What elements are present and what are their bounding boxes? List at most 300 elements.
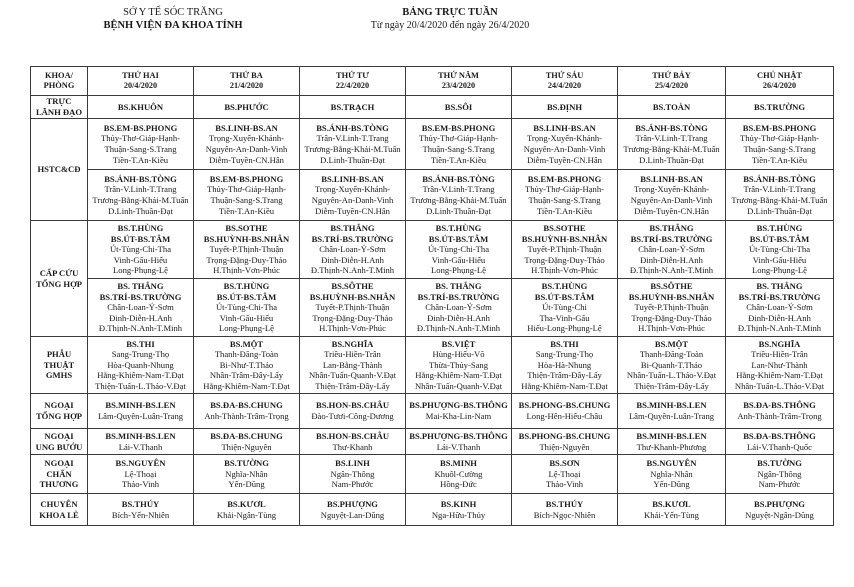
staff-names: Thủy-Thơ-Giáp-Hạnh- xyxy=(419,133,498,144)
doctor-names: BS.TRÍ-BS.TRƯỜNG xyxy=(99,291,182,302)
doctor-names: BS.NGHĨA xyxy=(758,338,801,349)
duty-cell xyxy=(406,455,512,494)
staff-names: Thư-Khanh xyxy=(332,441,373,452)
duty-cell xyxy=(406,279,512,337)
staff-names: Đ.Thịnh-N.Anh-T.Minh xyxy=(310,265,395,276)
doctor-names: BS.ÚT-BS.TÂM xyxy=(110,233,171,244)
staff-names: Khuôl-Cường xyxy=(434,468,483,479)
staff-names: Tiền-T.An-Kiều xyxy=(430,154,487,165)
doctor-names: BS.MỘT xyxy=(654,338,689,349)
duty-cell xyxy=(300,279,406,337)
staff-names: Khải-Yến-Tùng xyxy=(644,509,699,520)
staff-names: Lâm-Quyên-Luân-Trang xyxy=(97,411,184,421)
staff-names: Nguyệt-Ngân-Dũng xyxy=(745,509,814,520)
staff-names: Thiện-Nguyên xyxy=(539,441,590,452)
staff-names: Trân-V.Linh-T.Trang xyxy=(316,133,389,144)
staff-names: D.Linh-Thuần-Đạt xyxy=(747,205,812,216)
staff-names: Diễm-Tuyền-CN.Hân xyxy=(634,205,709,216)
day-header: THỨ SÁU 24/4/2020 xyxy=(512,67,618,96)
ngoaitonghop-row xyxy=(31,394,834,429)
staff-names: D.Linh-Thuần-Đạt xyxy=(108,205,173,216)
doctor-names: BS.ĐA-BS.CHUNG xyxy=(210,430,283,441)
duty-cell xyxy=(726,279,834,337)
duty-cell xyxy=(406,337,512,394)
staff-names: Thanh-Đăng-Toàn xyxy=(214,349,279,360)
phauthuat-row xyxy=(31,337,834,394)
doctor-names: BS.ÚT-BS.TÂM xyxy=(216,291,277,302)
staff-names: Tuyết-P.Thịnh-Thuận xyxy=(527,244,602,255)
duty-cell xyxy=(618,394,726,429)
day-header: THỨ HAI 20/4/2020 xyxy=(88,67,194,96)
staff-names: Đinh-Diễn-H.Anh xyxy=(640,254,703,265)
staff-names: Út-Tùng-Chi-Tha xyxy=(215,302,278,313)
staff-names: Anh-Thành-Trâm-Trọng xyxy=(204,411,289,421)
doctor-names: BS.PHƯỢNG xyxy=(753,498,805,509)
doctor-names: BS.THẮNG xyxy=(649,223,694,234)
staff-names: Long-Phụng-Lệ xyxy=(219,323,274,334)
staff-names: Nhân-Trâm-Đây-Lấy xyxy=(209,370,284,381)
staff-names: D.Linh-Thuần-Đạt xyxy=(426,205,491,216)
staff-names: Thiện-Trâm-Đây-Lấy xyxy=(315,380,390,391)
day-header: THỨ TƯ 22/4/2020 xyxy=(300,67,406,96)
doctor-names: BS.SÔTHE xyxy=(650,281,693,292)
staff-names: Tiền-T.An-Kiều xyxy=(536,205,593,216)
staff-names: Trọng-Xuyến-Khánh- xyxy=(526,133,603,144)
hstc-row xyxy=(31,170,834,221)
date-range: Từ ngày 20/4/2020 đến ngày 26/4/2020 xyxy=(370,20,530,31)
staff-names: Yến-Dũng xyxy=(653,479,690,490)
staff-names: Chân-Loan-Ý-Sơm xyxy=(638,244,705,255)
leader-cell: BS.SÔI xyxy=(406,96,512,119)
staff-names: Long-Phụng-Lệ xyxy=(752,265,807,276)
staff-names: Trọng-Đặng-Duy-Thảo xyxy=(206,254,287,265)
duty-cell xyxy=(406,429,512,455)
leader-cell: BS.TOÀN xyxy=(618,96,726,119)
doctor-names: BS.TRÍ-BS.TRƯỜNG xyxy=(738,291,821,302)
hstc-row xyxy=(31,119,834,170)
staff-names: Nhân-Tuấn-L.Thảo-V.Đạt xyxy=(734,380,825,391)
doctor-names: BS.T.HÙNG xyxy=(541,281,588,292)
duty-cell xyxy=(512,429,618,455)
doctor-names: BS.LINH-BS.AN xyxy=(215,122,278,133)
staff-names: Hằng-Khiêm-Nam-T.Đạt xyxy=(415,370,502,381)
duty-cell xyxy=(194,494,300,526)
duty-cell xyxy=(726,494,834,526)
duty-cell xyxy=(406,170,512,221)
staff-names: Trương-Bằng-Khải-M.Tuấn xyxy=(623,144,720,154)
doctor-names: BS.MINH-BS.LEN xyxy=(636,430,707,441)
staff-names: Hằng-Khiêm-Nam-T.Đạt xyxy=(97,370,184,381)
staff-names: Hồng-Đức xyxy=(440,479,477,490)
staff-names: Thư-Khanh-Phương xyxy=(636,441,707,452)
staff-names: Hằng-Khiêm-Nam-T.Đạt xyxy=(203,380,290,391)
day-header: THỨ BA 21/4/2020 xyxy=(194,67,300,96)
staff-names: Thiện-Trâm-Đây-Lấy xyxy=(527,370,602,381)
duty-cell xyxy=(512,337,618,394)
staff-names: Diễm-Tuyền-CN.Hân xyxy=(527,154,602,165)
duty-cell xyxy=(300,429,406,455)
capcuu-row xyxy=(31,279,834,337)
staff-names: Lâm-Quyên-Luân-Trang xyxy=(628,411,715,421)
department-of-health: SỞ Y TẾ SÓC TRĂNG xyxy=(123,7,223,18)
staff-names: Diễm-Tuyền-CN.Hân xyxy=(209,154,284,165)
doctor-names: BS.VIỆT xyxy=(441,338,476,349)
staff-names: Bi-Quanh-T.Thảo xyxy=(640,359,703,370)
capcuu-row xyxy=(31,221,834,279)
staff-names: Lệ-Thoại xyxy=(124,468,157,479)
duty-cell xyxy=(194,394,300,429)
staff-names: Nga-Hữu-Thủy xyxy=(431,509,486,520)
duty-cell xyxy=(726,221,834,279)
staff-names: Trân-V.Linh-T.Trang xyxy=(635,133,708,144)
duty-cell xyxy=(300,455,406,494)
hospital-name: BỆNH VIỆN ĐA KHOA TỈNH xyxy=(103,20,243,31)
duty-cell xyxy=(618,429,726,455)
staff-names: Hòa-Quanh-Nhung xyxy=(107,359,174,370)
staff-names: Trân-V.Linh-T.Trang xyxy=(743,184,816,195)
doctor-names: BS.NGHĨA xyxy=(331,338,374,349)
duty-cell xyxy=(726,394,834,429)
staff-names: Nguyệt-Lan-Dũng xyxy=(320,509,385,520)
doctor-names: BS.SƠN xyxy=(549,458,580,469)
row-label-chuyenkhoale: CHUYÊN KHOA LẺ xyxy=(31,494,88,526)
doctor-names: BS.TƯỜNG xyxy=(757,458,802,469)
staff-names: Nguyên-An-Danh-Vinh xyxy=(311,195,394,205)
staff-names: Lan-Như-Thành xyxy=(751,359,808,370)
duty-cell xyxy=(88,170,194,221)
doctor-names: BS.MINH xyxy=(439,458,477,469)
document-title-block xyxy=(300,6,600,32)
doctor-names: BS.MINH-BS.LEN xyxy=(105,430,176,441)
chuyenkhoale-row xyxy=(31,494,834,526)
doctor-names: BS.MỘT xyxy=(229,338,264,349)
duty-cell xyxy=(194,119,300,170)
doctor-names: BS.THÚY xyxy=(545,498,584,509)
doctor-names: BS.LINH-BS.AN xyxy=(321,173,384,184)
doctor-names: BS.PHƯỢNG-BS.THÔNG xyxy=(409,400,508,411)
doctor-names: BS.ÁNH-BS.TÒNG xyxy=(316,122,389,133)
staff-names: Lái-V.Thanh xyxy=(118,441,163,452)
doctor-names: BS. THẮNG xyxy=(756,281,803,292)
staff-names: Nam-Phước xyxy=(758,479,801,490)
duty-cell xyxy=(618,170,726,221)
staff-names: Trương-Bằng-Khải-M.Tuấn xyxy=(304,144,401,154)
staff-names: H.Thịnh-Vơn-Phúc xyxy=(531,265,598,276)
staff-names: Vinh-Gấu-Hiếu xyxy=(113,254,168,265)
staff-names: Trân-V.Linh-T.Trang xyxy=(104,184,177,195)
doctor-names: BS.SÔTHE xyxy=(331,281,374,292)
doctor-names: BS.TRÍ-BS.TRƯỜNG xyxy=(417,291,500,302)
doctor-names: BS.MINH-BS.LEN xyxy=(105,400,176,411)
staff-names: Lan-Bằng-Thành xyxy=(322,359,383,370)
doctor-names: BS.THI xyxy=(126,338,155,349)
staff-names: Thuận-Sang-S.Trang xyxy=(104,144,177,154)
doctor-names: BS.EM-BS.PHONG xyxy=(742,122,817,133)
staff-names: Thảo-Vinh xyxy=(121,479,160,490)
leader-cell: BS.TRẠCH xyxy=(300,96,406,119)
staff-names: Sang-Trung-Thọ xyxy=(535,349,594,360)
leader-cell: BS.PHƯỚC xyxy=(194,96,300,119)
doctor-names: BS.EM-BS.PHONG xyxy=(209,173,284,184)
duty-cell xyxy=(406,494,512,526)
row-label-ngoaichanthuong: NGOẠI CHẤN THƯƠNG xyxy=(31,455,88,494)
staff-names: Hằng-Khiêm-Nam-T.Đạt xyxy=(736,370,823,381)
staff-names: Vinh-Gấu-Hiếu xyxy=(752,254,807,265)
staff-names: Thủy-Thơ-Giáp-Hạnh- xyxy=(101,133,180,144)
staff-names: Đ.Thịnh-N.Anh-T.Minh xyxy=(416,323,501,334)
row-label-ngoaiungbuou: NGOẠI UNG BƯỚU xyxy=(31,429,88,455)
doctor-names: BS.EM-BS.PHONG xyxy=(103,122,178,133)
corner-header: KHOA/ PHÒNG xyxy=(31,67,88,96)
staff-names: Long-Hên-Hiếu-Châu xyxy=(526,411,603,421)
staff-names: Long-Phụng-Lệ xyxy=(431,265,486,276)
staff-names: Trọng-Đặng-Duy-Thảo xyxy=(524,254,605,265)
staff-names: Thuận-Sang-S.Trang xyxy=(210,195,283,205)
doctor-names: BS.THI xyxy=(550,338,579,349)
doctor-names: BS.T.HÙNG xyxy=(117,223,164,234)
doctor-names: BS.HUỲNH-BS.NHÂN xyxy=(203,233,290,244)
staff-names: Đào-Tươi-Công-Dương xyxy=(311,411,394,421)
doctor-names: BS.PHONG-BS.CHUNG xyxy=(518,430,611,441)
doctor-names: BS.PHƯỢNG xyxy=(326,498,378,509)
staff-names: H.Thịnh-Vơn-Phúc xyxy=(213,265,280,276)
staff-names: Đinh-Diễn-H.Anh xyxy=(427,312,490,323)
duty-cell xyxy=(88,221,194,279)
staff-names: Mai-Kha-Lin-Nam xyxy=(425,411,492,421)
hospital-header xyxy=(78,6,268,32)
duty-cell xyxy=(618,279,726,337)
doctor-names: BS.KINH xyxy=(440,498,477,509)
leader-cell: BS.ĐỊNH xyxy=(512,96,618,119)
duty-cell xyxy=(618,455,726,494)
duty-cell xyxy=(512,119,618,170)
staff-names: Tha-Vinh-Gấu xyxy=(539,312,590,323)
staff-names: Lái-V.Thanh-Quốc xyxy=(747,441,812,452)
staff-names: Trân-V.Linh-T.Trang xyxy=(422,184,495,195)
staff-names: Nhân-Tuấn-Quanh-V.Đạt xyxy=(308,370,397,381)
duty-cell xyxy=(406,394,512,429)
doctor-names: BS.KƯƠL xyxy=(227,498,266,509)
doctor-names: BS.HON-BS.CHÂU xyxy=(315,430,390,441)
doctor-names: BS.NGUYÊN xyxy=(115,458,166,469)
staff-names: Hòa-Hà-Nhung xyxy=(537,359,592,370)
staff-names: Lệ-Thoại xyxy=(548,468,581,479)
duty-cell xyxy=(618,119,726,170)
doctor-names: BS.NGUYÊN xyxy=(646,458,697,469)
doctor-names: BS.THÚY xyxy=(121,498,160,509)
staff-names: Trọng-Xuyến-Khánh- xyxy=(208,133,285,144)
duty-cell xyxy=(300,221,406,279)
day-header: CHỦ NHẬT 26/4/2020 xyxy=(726,67,834,96)
doctor-names: BS.KƯƠL xyxy=(652,498,691,509)
staff-names: Tiền-T.An-Kiều xyxy=(218,205,275,216)
row-label-phauthuat: PHẪU THUẬT GMHS xyxy=(31,337,88,394)
row-label-hstc: HSTC&CĐ xyxy=(31,119,88,221)
staff-names: Nhân-Tuấn-L.Thảo-V.Đạt xyxy=(626,370,717,381)
duty-cell xyxy=(512,455,618,494)
doctor-names: BS.HUỲNH-BS.NHÂN xyxy=(309,291,396,302)
staff-names: Trọng-Xuyến-Khánh- xyxy=(633,184,710,195)
staff-names: Nguyên-An-Danh-Vinh xyxy=(205,144,288,154)
staff-names: Trương-Bằng-Khải-M.Tuấn xyxy=(410,195,507,205)
duty-cell xyxy=(194,455,300,494)
duty-cell xyxy=(88,394,194,429)
doctor-names: BS.MINH-BS.LEN xyxy=(636,400,707,411)
staff-names: Thủy-Thơ-Giáp-Hạnh- xyxy=(207,184,286,195)
duty-cell xyxy=(88,494,194,526)
staff-names: Út-Tùng-Chi-Tha xyxy=(748,244,811,255)
doctor-names: BS.PHƯỢNG-BS.THÔNG xyxy=(409,430,508,441)
staff-names: Chân-Loan-Ý-Sơm xyxy=(107,302,174,313)
duty-cell xyxy=(726,455,834,494)
staff-names: Lái-V.Thanh xyxy=(436,441,481,452)
staff-names: Hằng-Khiêm-Nam-T.Đạt xyxy=(521,380,608,391)
staff-names: Ngân-Thông xyxy=(330,468,375,479)
day-header: THỨ NĂM 23/4/2020 xyxy=(406,67,512,96)
staff-names: H.Thịnh-Vơn-Phúc xyxy=(638,323,705,334)
duty-cell xyxy=(512,221,618,279)
duty-cell xyxy=(512,494,618,526)
document-title: BẢNG TRỰC TUẦN xyxy=(402,7,498,18)
doctor-names: BS. THẮNG xyxy=(435,281,482,292)
duty-roster-table xyxy=(30,66,834,526)
staff-names: Vinh-Gấu-Hiếu xyxy=(219,312,274,323)
staff-names: Thiện-Nguyên xyxy=(221,441,272,452)
doctor-names: BS.TRÍ-BS.TRƯỜNG xyxy=(630,233,713,244)
staff-names: Thủy-Thơ-Giáp-Hạnh- xyxy=(740,133,819,144)
staff-names: Út-Tùng-Chi-Tha xyxy=(109,244,172,255)
staff-names: Thuận-Sang-S.Trang xyxy=(528,195,601,205)
staff-names: Thủy-Thơ-Giáp-Hạnh- xyxy=(525,184,604,195)
duty-cell xyxy=(726,429,834,455)
staff-names: Thừa-Thủy-Sang xyxy=(428,359,489,370)
doctor-names: BS.EM-BS.PHONG xyxy=(421,122,496,133)
staff-names: Sang-Trung-Thọ xyxy=(111,349,170,360)
staff-names: Đ.Thịnh-N.Anh-T.Minh xyxy=(98,323,183,334)
row-label-ngoaitonghop: NGOẠI TỔNG HỢP xyxy=(31,394,88,429)
doctor-names: BS.ÁNH-BS.TÒNG xyxy=(743,173,816,184)
doctor-names: BS.ÁNH-BS.TÒNG xyxy=(635,122,708,133)
duty-cell xyxy=(300,119,406,170)
duty-cell xyxy=(300,494,406,526)
doctor-names: BS.LINH-BS.AN xyxy=(640,173,703,184)
ngoaichanthuong-row xyxy=(31,455,834,494)
day-header-row xyxy=(31,67,834,96)
staff-names: Thanh-Đăng-Toàn xyxy=(639,349,704,360)
staff-names: Tiền-T.An-Kiều xyxy=(751,154,808,165)
staff-names: Yến-Dũng xyxy=(228,479,265,490)
staff-names: D.Linh-Thuần-Đạt xyxy=(639,154,704,165)
doctor-names: BS.T.HÙNG xyxy=(756,223,803,234)
ngoaiungbuou-row xyxy=(31,429,834,455)
doctor-names: BS.ÁNH-BS.TÒNG xyxy=(104,173,177,184)
staff-names: Bi-Như-T.Thảo xyxy=(219,359,274,370)
duty-cell xyxy=(512,279,618,337)
staff-names: Thiện-Trâm-Đây-Lấy xyxy=(634,380,709,391)
doctor-names: BS.ĐA-BS.THÔNG xyxy=(743,430,816,441)
staff-names: Long-Phụng-Lệ xyxy=(113,265,168,276)
duty-cell xyxy=(300,337,406,394)
staff-names: Bích-Yến-Nhiên xyxy=(111,509,170,520)
staff-names: Diễm-Tuyền-CN.Hân xyxy=(315,205,390,216)
duty-cell xyxy=(618,337,726,394)
staff-names: Út-Tùng-Chi-Tha xyxy=(427,244,490,255)
staff-names: Thuận-Sang-S.Trang xyxy=(422,144,495,154)
doctor-names: BS.T.HÙNG xyxy=(435,223,482,234)
duty-cell xyxy=(88,119,194,170)
duty-cell xyxy=(618,221,726,279)
row-label-leadership: TRỰC LÃNH ĐẠO xyxy=(31,96,88,119)
staff-names: Đ.Thịnh-N.Anh-T.Minh xyxy=(629,265,714,276)
doctor-names: BS.HUỲNH-BS.NHÂN xyxy=(628,291,715,302)
doctor-names: BS.THẮNG xyxy=(330,223,375,234)
duty-cell xyxy=(300,394,406,429)
duty-cell xyxy=(726,119,834,170)
staff-names: Tuyết-P.Thịnh-Thuận xyxy=(315,302,390,313)
staff-names: Đinh-Diễn-H.Anh xyxy=(109,312,172,323)
leader-cell: BS.TRƯỜNG xyxy=(726,96,834,119)
staff-names: Nguyên-An-Danh-Vinh xyxy=(523,144,606,154)
staff-names: Anh-Thành-Trâm-Trọng xyxy=(737,411,822,421)
doctor-names: BS.ÚT-BS.TÂM xyxy=(749,233,810,244)
duty-cell xyxy=(300,170,406,221)
staff-names: Nhân-Tuấn-Quanh-V.Đạt xyxy=(414,380,503,391)
doctor-names: BS.HON-BS.CHÂU xyxy=(315,400,390,411)
doctor-names: BS.LINH xyxy=(335,458,370,469)
staff-names: Tuyết-P.Thịnh-Thuận xyxy=(209,244,284,255)
doctor-names: BS.ÚT-BS.TÂM xyxy=(534,291,595,302)
staff-names: Trọng-Đặng-Duy-Thảo xyxy=(312,312,393,323)
staff-names: Nghĩa-Nhân xyxy=(225,468,268,479)
duty-cell xyxy=(194,337,300,394)
staff-names: Trương-Bằng-Khải-M.Tuấn xyxy=(92,195,189,205)
duty-cell xyxy=(512,170,618,221)
staff-names: Khải-Ngân-Tùng xyxy=(216,509,277,520)
staff-names: Trọng-Xuyến-Khánh- xyxy=(314,184,391,195)
duty-cell xyxy=(406,221,512,279)
staff-names: Trọng-Đặng-Duy-Thảo xyxy=(631,312,712,323)
staff-names: Chân-Loan-Ý-Sơm xyxy=(319,244,386,255)
doctor-names: BS.ÚT-BS.TÂM xyxy=(428,233,489,244)
staff-names: Nam-Phước xyxy=(331,479,374,490)
staff-names: Triều-Hiền-Trân xyxy=(324,349,381,360)
doctor-names: BS.ÁNH-BS.TÒNG xyxy=(422,173,495,184)
duty-cell xyxy=(194,279,300,337)
staff-names: Tiền-T.An-Kiều xyxy=(112,154,169,165)
duty-cell xyxy=(406,119,512,170)
staff-names: Thiện-Tuấn-L.Thảo-V.Đạt xyxy=(95,380,186,391)
row-label-capcuu: CẤP CỨU TỔNG HỢP xyxy=(31,221,88,337)
staff-names: Chân-Loan-Ý-Sơm xyxy=(425,302,492,313)
doctor-names: BS.SOTHE xyxy=(225,223,268,234)
doctor-names: BS.EM-BS.PHONG xyxy=(527,173,602,184)
doctor-names: BS.HUỲNH-BS.NHÂN xyxy=(521,233,608,244)
duty-cell xyxy=(512,394,618,429)
staff-names: Trương-Bằng-Khải-M.Tuấn xyxy=(731,195,828,205)
doctor-names: BS.ĐA-BS.CHUNG xyxy=(210,400,283,411)
duty-cell xyxy=(88,337,194,394)
staff-names: Bích-Ngọc-Nhiên xyxy=(533,509,596,520)
leader-cell: BS.KHUÔN xyxy=(88,96,194,119)
leadership-row xyxy=(31,96,834,119)
duty-cell xyxy=(726,337,834,394)
duty-cell xyxy=(88,429,194,455)
staff-names: Đinh-Diễn-H.Anh xyxy=(321,254,384,265)
day-header: THỨ BẢY 25/4/2020 xyxy=(618,67,726,96)
staff-names: Triều-Hiền-Trân xyxy=(751,349,808,360)
staff-names: H.Thịnh-Vơn-Phúc xyxy=(319,323,386,334)
staff-names: Đ.Thịnh-N.Anh-T.Minh xyxy=(737,323,822,334)
